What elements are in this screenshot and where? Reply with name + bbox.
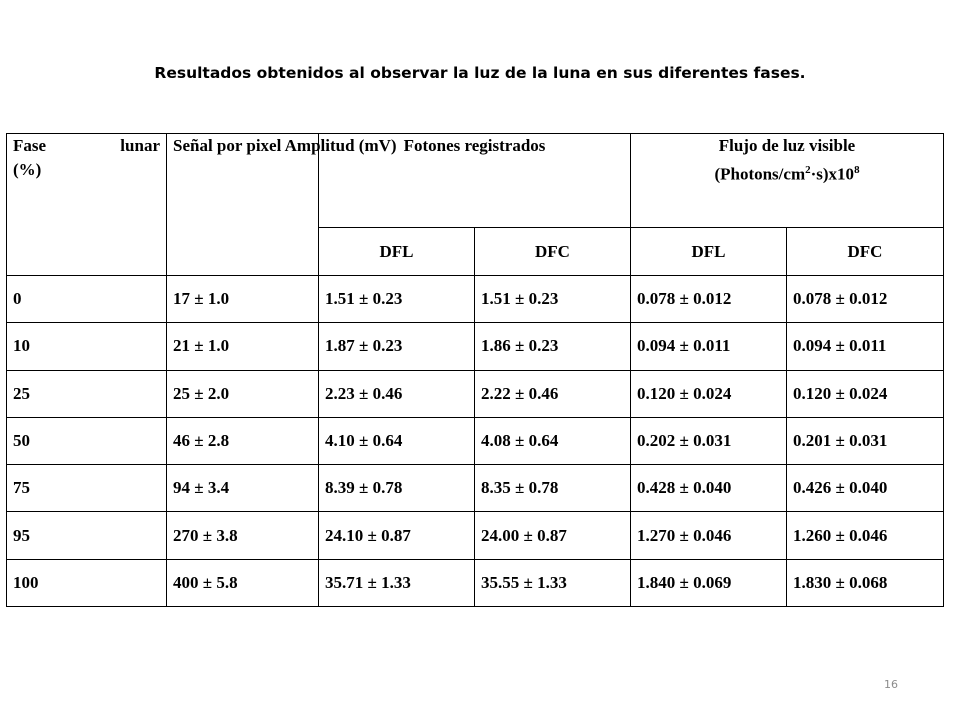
cell-flujo-dfc: 0.120 ± 0.024 xyxy=(787,370,944,417)
cell-flujo-dfc: 1.260 ± 0.046 xyxy=(787,512,944,559)
cell-fase: 95 xyxy=(7,512,167,559)
table-row xyxy=(7,465,944,512)
cell-senal: 21 ± 1.0 xyxy=(167,323,319,370)
table-row xyxy=(7,323,944,370)
table-row xyxy=(7,370,944,417)
header-fotones: Fotones registrados xyxy=(319,134,631,228)
header-fase-lunar xyxy=(7,134,167,276)
cell-fase: 50 xyxy=(7,417,167,464)
cell-fase: 75 xyxy=(7,465,167,512)
page-number: 16 xyxy=(884,678,898,691)
cell-senal: 17 ± 1.0 xyxy=(167,276,319,323)
cell-flujo-dfl: 0.428 ± 0.040 xyxy=(631,465,787,512)
header-flujo-label: Flujo de luz visible xyxy=(718,136,856,155)
cell-fase: 25 xyxy=(7,370,167,417)
cell-senal: 270 ± 3.8 xyxy=(167,512,319,559)
cell-flujo-dfl: 0.202 ± 0.031 xyxy=(631,417,787,464)
cell-fase: 100 xyxy=(7,559,167,606)
cell-senal: 46 ± 2.8 xyxy=(167,417,319,464)
cell-fotones-dfc: 24.00 ± 0.87 xyxy=(475,512,631,559)
subheader-fotones-dfc: DFC xyxy=(475,228,631,276)
cell-fotones-dfl: 24.10 ± 0.87 xyxy=(319,512,475,559)
cell-fotones-dfl: 1.51 ± 0.23 xyxy=(319,276,475,323)
table-row xyxy=(7,417,944,464)
table-row xyxy=(7,276,944,323)
cell-flujo-dfl: 0.094 ± 0.011 xyxy=(631,323,787,370)
cell-fotones-dfc: 1.86 ± 0.23 xyxy=(475,323,631,370)
cell-fotones-dfc: 8.35 ± 0.78 xyxy=(475,465,631,512)
cell-fotones-dfc: 1.51 ± 0.23 xyxy=(475,276,631,323)
cell-fase: 10 xyxy=(7,323,167,370)
header-flujo-sup-a: 2 xyxy=(805,164,811,176)
cell-flujo-dfl: 1.840 ± 0.069 xyxy=(631,559,787,606)
cell-flujo-dfc: 1.830 ± 0.068 xyxy=(787,559,944,606)
cell-flujo-dfc: 0.094 ± 0.011 xyxy=(787,323,944,370)
subheader-flujo-dfc: DFC xyxy=(787,228,944,276)
header-flujo-sup-b: 8 xyxy=(854,164,860,176)
cell-flujo-dfl: 0.120 ± 0.024 xyxy=(631,370,787,417)
subheader-flujo-dfl: DFL xyxy=(631,228,787,276)
cell-flujo-dfc: 0.078 ± 0.012 xyxy=(787,276,944,323)
header-senal: Señal por pixel Amplitud (mV) xyxy=(167,134,319,276)
subheader-fotones-dfl: DFL xyxy=(319,228,475,276)
cell-fotones-dfl: 8.39 ± 0.78 xyxy=(319,465,475,512)
cell-senal: 25 ± 2.0 xyxy=(167,370,319,417)
cell-senal: 94 ± 3.4 xyxy=(167,465,319,512)
cell-flujo-dfc: 0.201 ± 0.031 xyxy=(787,417,944,464)
cell-fotones-dfl: 2.23 ± 0.46 xyxy=(319,370,475,417)
cell-flujo-dfl: 0.078 ± 0.012 xyxy=(631,276,787,323)
header-flujo xyxy=(631,134,944,228)
slide-title: Resultados obtenidos al observar la luz de la luna en sus diferentes fases. xyxy=(154,64,806,82)
cell-fotones-dfc: 4.08 ± 0.64 xyxy=(475,417,631,464)
cell-fotones-dfl: 35.71 ± 1.33 xyxy=(319,559,475,606)
header-fase-label: Fase lunar xyxy=(13,136,160,155)
cell-fase: 0 xyxy=(7,276,167,323)
table-row xyxy=(7,559,944,606)
cell-flujo-dfl: 1.270 ± 0.046 xyxy=(631,512,787,559)
cell-fotones-dfl: 1.87 ± 0.23 xyxy=(319,323,475,370)
header-flujo-unit-b: ·s)x10 xyxy=(810,164,855,184)
cell-fotones-dfc: 35.55 ± 1.33 xyxy=(475,559,631,606)
cell-fotones-dfl: 4.10 ± 0.64 xyxy=(319,417,475,464)
results-table xyxy=(6,133,944,607)
cell-fotones-dfc: 2.22 ± 0.46 xyxy=(475,370,631,417)
cell-senal: 400 ± 5.8 xyxy=(167,559,319,606)
header-flujo-unit-a: (Photons/cm xyxy=(714,164,806,184)
cell-flujo-dfc: 0.426 ± 0.040 xyxy=(787,465,944,512)
header-fase-unit: (%) xyxy=(13,160,42,179)
table-row xyxy=(7,512,944,559)
